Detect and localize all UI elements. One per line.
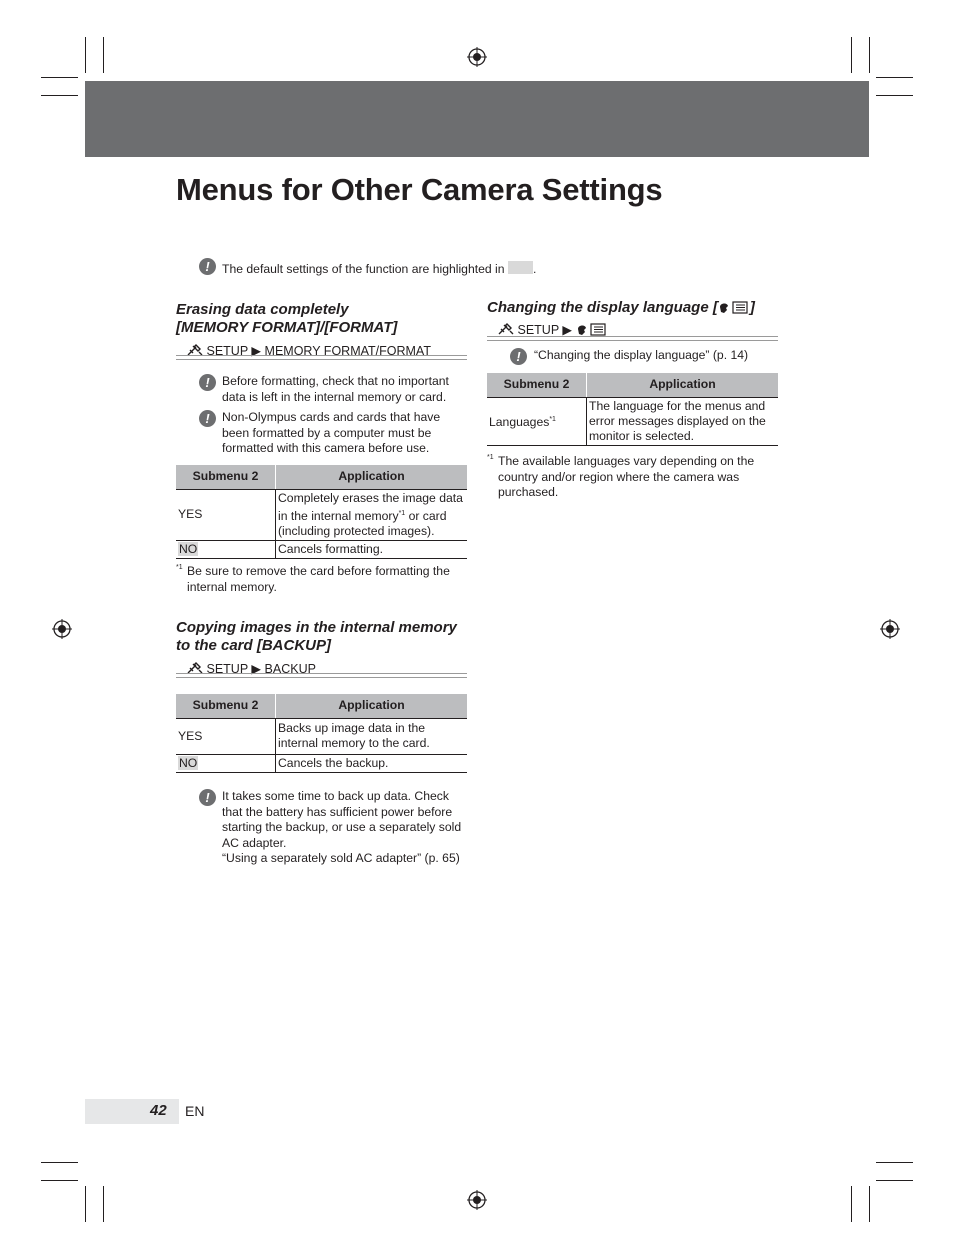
- submenu-value: NO: [176, 540, 276, 558]
- table-row: [176, 754, 467, 772]
- application-text: Cancels the backup.: [276, 754, 468, 772]
- exclamation-note-icon: !: [510, 348, 527, 365]
- table-header: Submenu 2: [487, 373, 587, 397]
- submenu-value: YES: [176, 718, 276, 754]
- submenu-value: YES: [176, 489, 276, 540]
- crop-mark: [41, 77, 78, 78]
- language-table: [487, 373, 778, 446]
- page-title: Menus for Other Camera Settings: [176, 172, 663, 207]
- table-row: [176, 489, 467, 540]
- memory-format-table: [176, 465, 467, 559]
- memory-format-footnote: Be sure to remove the card before formatting the internal memory.: [187, 564, 450, 594]
- crop-mark: [869, 1186, 870, 1222]
- exclamation-note-icon: !: [199, 410, 216, 427]
- table-header: Submenu 2: [176, 465, 276, 489]
- language-heading: Changing the display language [ ]: [487, 299, 755, 316]
- crop-mark: [41, 95, 78, 96]
- application-text: Cancels formatting.: [276, 540, 468, 558]
- page-number: 42: [150, 1102, 167, 1119]
- language-footnote: The available languages vary depending on the country and/or region where the camera was purchased.: [498, 454, 755, 499]
- table-header: Application: [276, 694, 468, 718]
- footnote-mark: *1: [487, 454, 494, 461]
- language-menu-icon: [718, 301, 750, 314]
- format-note-2: Non-Olympus cards and cards that have been formatted by a computer must be formatted with this camera before use.: [222, 410, 441, 455]
- backup-note: It takes some time to back up data. Check that the battery has sufficient power before starting the backup, or use a separately sold AC adapter. “Using a separately sold AC adapter” (p. 65): [222, 789, 462, 865]
- table-row: [176, 540, 467, 558]
- path-rule: [176, 355, 467, 360]
- crop-mark: [876, 1180, 913, 1181]
- memory-format-heading: Erasing data completely [MEMORY FORMAT]/[FORMAT]: [176, 301, 398, 336]
- table-header: Submenu 2: [176, 694, 276, 718]
- application-text: The language for the menus and error messages displayed on the monitor is selected.: [587, 397, 779, 445]
- footnote-mark: *1: [176, 564, 183, 571]
- crop-mark: [876, 95, 913, 96]
- memory-format-path: SETUP ▶ MEMORY FORMAT/FORMAT: [187, 344, 431, 359]
- language-note: “Changing the display language” (p. 14): [534, 348, 749, 362]
- table-header: Application: [587, 373, 779, 397]
- table-row: [487, 397, 778, 445]
- exclamation-note-icon: !: [199, 374, 216, 391]
- crop-mark: [85, 1186, 86, 1222]
- setup-tool-icon: [498, 323, 514, 335]
- crop-mark: [876, 1162, 913, 1163]
- exclamation-note-icon: !: [199, 789, 216, 806]
- registration-mark-icon: [467, 47, 487, 67]
- crop-mark: [851, 37, 852, 73]
- path-rule: [487, 336, 778, 341]
- submenu-value: Languages$^{*1}$: [487, 397, 587, 445]
- table-row: [176, 718, 467, 754]
- backup-heading: Copying images in the internal memory to the card [BACKUP]: [176, 619, 457, 654]
- highlight-swatch: [508, 261, 533, 274]
- crop-mark: [103, 37, 104, 73]
- path-rule: [176, 673, 467, 678]
- crop-mark: [876, 77, 913, 78]
- crop-mark: [41, 1180, 78, 1181]
- language-menu-icon: [576, 323, 608, 336]
- backup-table: [176, 694, 467, 773]
- header-band: [85, 81, 869, 157]
- table-header: Application: [276, 465, 468, 489]
- registration-mark-icon: [880, 619, 900, 639]
- application-text: Backs up image data in the internal memory to the card.: [276, 718, 468, 754]
- registration-mark-icon: [467, 1190, 487, 1210]
- crop-mark: [41, 1162, 78, 1163]
- registration-mark-icon: [52, 619, 72, 639]
- crop-mark: [869, 37, 870, 73]
- submenu-value: NO: [176, 754, 276, 772]
- crop-mark: [851, 1186, 852, 1222]
- page-language-code: EN: [185, 1103, 205, 1119]
- exclamation-note-icon: !: [199, 258, 216, 275]
- crop-mark: [103, 1186, 104, 1222]
- application-text: Completely erases the image data in the internal memory$^{*1}$ or card (including protected images).: [276, 489, 468, 540]
- default-setting-note: The default settings of the function are highlighted in .: [222, 262, 537, 276]
- backup-path: SETUP ▶ BACKUP: [187, 662, 316, 677]
- language-path: SETUP ▶: [498, 323, 608, 338]
- format-note-1: Before formatting, check that no important data is left in the internal memory or card.: [222, 374, 449, 404]
- crop-mark: [85, 37, 86, 73]
